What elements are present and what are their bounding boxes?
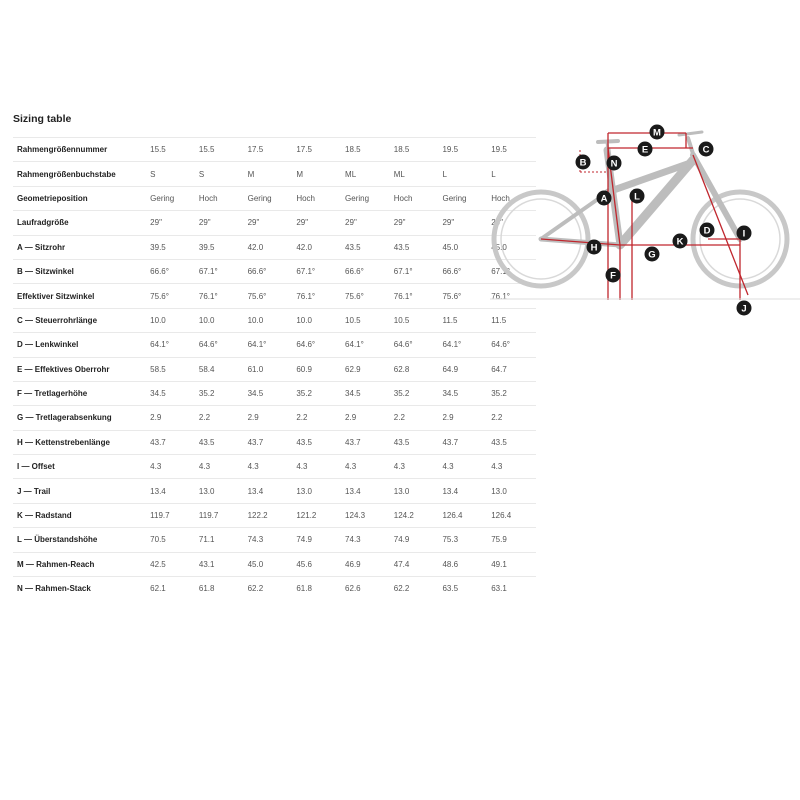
- table-cell: 124.3: [341, 503, 390, 527]
- table-cell: 29": [292, 211, 341, 235]
- table-cell: 48.6: [438, 552, 487, 576]
- table-cell: 66.6°: [438, 259, 487, 283]
- table-cell: 66.6°: [146, 259, 195, 283]
- table-cell: 4.3: [438, 455, 487, 479]
- table-cell: 43.7: [244, 430, 293, 454]
- table-cell: 43.1: [195, 552, 244, 576]
- table-cell: 126.4: [487, 503, 536, 527]
- table-cell: 66.6°: [341, 259, 390, 283]
- table-cell: 49.1: [487, 552, 536, 576]
- table-row: [13, 406, 536, 430]
- table-cell: 62.2: [390, 577, 439, 601]
- table-cell: 64.6°: [292, 333, 341, 357]
- table-row: [13, 381, 536, 405]
- table-row: [13, 162, 536, 186]
- table-cell: 62.1: [146, 577, 195, 601]
- table-cell: 64.1°: [244, 333, 293, 357]
- row-label: G — Tretlagerabsenkung: [13, 406, 146, 430]
- table-cell: Hoch: [487, 186, 536, 210]
- table-cell: 10.5: [341, 308, 390, 332]
- table-cell: 61.8: [195, 577, 244, 601]
- table-cell: 66.6°: [244, 259, 293, 283]
- table-row: [13, 479, 536, 503]
- table-row: [13, 259, 536, 283]
- row-label: Geometrieposition: [13, 186, 146, 210]
- table-cell: 67.1°: [195, 259, 244, 283]
- row-label: I — Offset: [13, 455, 146, 479]
- table-cell: 11.5: [438, 308, 487, 332]
- svg-text:N: N: [610, 158, 618, 170]
- table-cell: 119.7: [146, 503, 195, 527]
- table-cell: 29": [438, 211, 487, 235]
- table-cell: 63.5: [438, 577, 487, 601]
- svg-text:H: H: [590, 242, 598, 254]
- table-cell: 70.5: [146, 528, 195, 552]
- marker-l: [630, 189, 645, 204]
- table-cell: 126.4: [438, 503, 487, 527]
- table-cell: Hoch: [195, 186, 244, 210]
- row-label: J — Trail: [13, 479, 146, 503]
- table-cell: 76.1°: [390, 284, 439, 308]
- table-cell: 4.3: [341, 455, 390, 479]
- marker-d: [700, 223, 715, 238]
- table-cell: 122.2: [244, 503, 293, 527]
- marker-j: [737, 301, 752, 316]
- table-cell: 74.9: [390, 528, 439, 552]
- table-cell: ML: [390, 162, 439, 186]
- bike-geometry-diagram: [490, 120, 800, 320]
- table-cell: 19.5: [487, 138, 536, 162]
- svg-text:E: E: [641, 144, 649, 156]
- table-cell: 29": [341, 211, 390, 235]
- table-cell: 13.0: [390, 479, 439, 503]
- row-label: B — Sitzwinkel: [13, 259, 146, 283]
- table-cell: 75.6°: [146, 284, 195, 308]
- table-cell: 75.6°: [341, 284, 390, 308]
- marker-i: [737, 226, 752, 241]
- table-cell: ML: [341, 162, 390, 186]
- svg-text:K: K: [676, 236, 684, 248]
- table-row: [13, 503, 536, 527]
- row-label: H — Kettenstrebenlänge: [13, 430, 146, 454]
- table-cell: 34.5: [244, 381, 293, 405]
- table-cell: 60.9: [292, 357, 341, 381]
- row-label: Effektiver Sitzwinkel: [13, 284, 146, 308]
- table-row: [13, 577, 536, 601]
- table-cell: 61.8: [292, 577, 341, 601]
- table-cell: 2.2: [292, 406, 341, 430]
- table-cell: S: [195, 162, 244, 186]
- table-cell: 13.0: [487, 479, 536, 503]
- table-cell: 2.2: [195, 406, 244, 430]
- table-cell: 29": [390, 211, 439, 235]
- table-cell: 17.5: [244, 138, 293, 162]
- table-row: [13, 284, 536, 308]
- table-cell: 13.0: [195, 479, 244, 503]
- svg-text:G: G: [648, 249, 656, 261]
- table-cell: 124.2: [390, 503, 439, 527]
- marker-m: [650, 125, 665, 140]
- table-cell: Gering: [146, 186, 195, 210]
- table-cell: Gering: [438, 186, 487, 210]
- row-label: K — Radstand: [13, 503, 146, 527]
- table-row: [13, 455, 536, 479]
- table-cell: 13.4: [244, 479, 293, 503]
- row-label: M — Rahmen-Reach: [13, 552, 146, 576]
- table-cell: 43.7: [438, 430, 487, 454]
- row-label: Rahmengrößennummer: [13, 138, 146, 162]
- table-cell: 61.0: [244, 357, 293, 381]
- table-cell: 10.0: [195, 308, 244, 332]
- table-row: [13, 430, 536, 454]
- table-cell: 74.9: [292, 528, 341, 552]
- table-cell: 45.0: [487, 235, 536, 259]
- table-cell: 4.3: [292, 455, 341, 479]
- table-cell: Gering: [341, 186, 390, 210]
- table-cell: 63.1: [487, 577, 536, 601]
- table-row: [13, 528, 536, 552]
- sizing-table-body: [13, 138, 536, 601]
- row-label: E — Effektives Oberrohr: [13, 357, 146, 381]
- table-cell: 4.3: [244, 455, 293, 479]
- table-cell: 29": [195, 211, 244, 235]
- table-cell: 119.7: [195, 503, 244, 527]
- table-cell: 67.1°: [487, 259, 536, 283]
- table-cell: L: [487, 162, 536, 186]
- table-cell: 2.9: [341, 406, 390, 430]
- table-row: [13, 235, 536, 259]
- table-row: [13, 357, 536, 381]
- table-cell: 11.5: [487, 308, 536, 332]
- marker-g: [645, 247, 660, 262]
- row-label: Laufradgröße: [13, 211, 146, 235]
- table-cell: 2.9: [438, 406, 487, 430]
- table-cell: 121.2: [292, 503, 341, 527]
- svg-text:J: J: [741, 303, 747, 315]
- table-cell: 15.5: [146, 138, 195, 162]
- geometry-markers: [576, 125, 752, 316]
- table-cell: 4.3: [146, 455, 195, 479]
- table-cell: 75.9: [487, 528, 536, 552]
- table-cell: 71.1: [195, 528, 244, 552]
- table-cell: 2.2: [487, 406, 536, 430]
- table-cell: 29": [146, 211, 195, 235]
- table-cell: 62.6: [341, 577, 390, 601]
- row-label: F — Tretlagerhöhe: [13, 381, 146, 405]
- table-cell: 18.5: [341, 138, 390, 162]
- table-cell: 43.5: [292, 430, 341, 454]
- row-label: D — Lenkwinkel: [13, 333, 146, 357]
- sizing-table-container: [13, 137, 512, 602]
- table-row: [13, 211, 536, 235]
- marker-h: [587, 240, 602, 255]
- marker-e: [638, 142, 653, 157]
- table-cell: 19.5: [438, 138, 487, 162]
- table-row: [13, 186, 536, 210]
- table-cell: 76.1°: [487, 284, 536, 308]
- table-row: [13, 138, 536, 162]
- svg-text:B: B: [579, 157, 587, 169]
- table-cell: 64.6°: [487, 333, 536, 357]
- table-cell: 45.0: [438, 235, 487, 259]
- row-label: N — Rahmen-Stack: [13, 577, 146, 601]
- table-cell: 15.5: [195, 138, 244, 162]
- table-cell: 43.5: [390, 430, 439, 454]
- table-cell: Hoch: [292, 186, 341, 210]
- table-cell: 39.5: [146, 235, 195, 259]
- table-cell: 2.9: [146, 406, 195, 430]
- table-cell: 42.5: [146, 552, 195, 576]
- table-cell: 62.9: [341, 357, 390, 381]
- table-cell: 67.1°: [390, 259, 439, 283]
- table-cell: 18.5: [390, 138, 439, 162]
- table-cell: 39.5: [195, 235, 244, 259]
- table-cell: 43.5: [341, 235, 390, 259]
- sizing-table: [13, 137, 536, 601]
- table-row: [13, 308, 536, 332]
- table-cell: 43.5: [390, 235, 439, 259]
- table-row: [13, 333, 536, 357]
- table-cell: 43.7: [146, 430, 195, 454]
- table-cell: 4.3: [195, 455, 244, 479]
- svg-text:C: C: [702, 144, 710, 156]
- table-cell: 75.6°: [244, 284, 293, 308]
- table-cell: 13.4: [146, 479, 195, 503]
- table-cell: 74.3: [244, 528, 293, 552]
- table-cell: 29": [487, 211, 536, 235]
- table-cell: 58.4: [195, 357, 244, 381]
- marker-f: [606, 268, 621, 283]
- table-cell: 64.1°: [438, 333, 487, 357]
- svg-text:D: D: [703, 225, 711, 237]
- table-cell: 64.6°: [195, 333, 244, 357]
- table-cell: 34.5: [438, 381, 487, 405]
- table-cell: 76.1°: [292, 284, 341, 308]
- table-cell: 13.4: [341, 479, 390, 503]
- table-cell: 13.0: [292, 479, 341, 503]
- table-cell: 34.5: [146, 381, 195, 405]
- table-cell: 62.2: [244, 577, 293, 601]
- table-cell: 62.8: [390, 357, 439, 381]
- table-cell: 64.9: [438, 357, 487, 381]
- row-label: A — Sitzrohr: [13, 235, 146, 259]
- table-cell: 13.4: [438, 479, 487, 503]
- svg-text:M: M: [653, 127, 661, 139]
- table-cell: 46.9: [341, 552, 390, 576]
- table-cell: 75.6°: [438, 284, 487, 308]
- table-cell: 76.1°: [195, 284, 244, 308]
- row-label: Rahmengrößenbuchstabe: [13, 162, 146, 186]
- table-cell: 43.7: [341, 430, 390, 454]
- table-cell: 75.3: [438, 528, 487, 552]
- row-label: C — Steuerrohrlänge: [13, 308, 146, 332]
- svg-text:L: L: [634, 191, 640, 203]
- table-cell: 17.5: [292, 138, 341, 162]
- marker-a: [597, 191, 612, 206]
- table-cell: 43.5: [487, 430, 536, 454]
- table-cell: 35.2: [292, 381, 341, 405]
- table-cell: 74.3: [341, 528, 390, 552]
- table-cell: 10.0: [292, 308, 341, 332]
- table-cell: 10.0: [244, 308, 293, 332]
- table-cell: L: [438, 162, 487, 186]
- table-cell: 2.2: [390, 406, 439, 430]
- table-cell: 4.3: [390, 455, 439, 479]
- svg-text:F: F: [610, 270, 616, 282]
- table-cell: 47.4: [390, 552, 439, 576]
- table-cell: Gering: [244, 186, 293, 210]
- table-cell: 64.1°: [146, 333, 195, 357]
- svg-text:A: A: [600, 193, 608, 205]
- table-cell: 29": [244, 211, 293, 235]
- table-cell: 35.2: [195, 381, 244, 405]
- table-cell: 10.5: [390, 308, 439, 332]
- marker-n: [607, 156, 622, 171]
- row-label: L — Überstandshöhe: [13, 528, 146, 552]
- sizing-table-title: Sizing table: [13, 113, 72, 125]
- table-cell: 4.3: [487, 455, 536, 479]
- marker-k: [673, 234, 688, 249]
- table-cell: 64.1°: [341, 333, 390, 357]
- table-cell: M: [244, 162, 293, 186]
- table-cell: 42.0: [244, 235, 293, 259]
- table-cell: 10.0: [146, 308, 195, 332]
- table-cell: 67.1°: [292, 259, 341, 283]
- table-row: [13, 552, 536, 576]
- table-cell: Hoch: [390, 186, 439, 210]
- table-cell: 35.2: [487, 381, 536, 405]
- marker-c: [699, 142, 714, 157]
- table-cell: 43.5: [195, 430, 244, 454]
- table-cell: M: [292, 162, 341, 186]
- table-cell: 35.2: [390, 381, 439, 405]
- svg-text:I: I: [742, 228, 746, 240]
- table-cell: 58.5: [146, 357, 195, 381]
- table-cell: 45.6: [292, 552, 341, 576]
- table-cell: 2.9: [244, 406, 293, 430]
- table-cell: 34.5: [341, 381, 390, 405]
- table-cell: 64.7: [487, 357, 536, 381]
- table-cell: 42.0: [292, 235, 341, 259]
- table-cell: S: [146, 162, 195, 186]
- table-cell: 64.6°: [390, 333, 439, 357]
- table-cell: 45.0: [244, 552, 293, 576]
- marker-b: [576, 155, 591, 170]
